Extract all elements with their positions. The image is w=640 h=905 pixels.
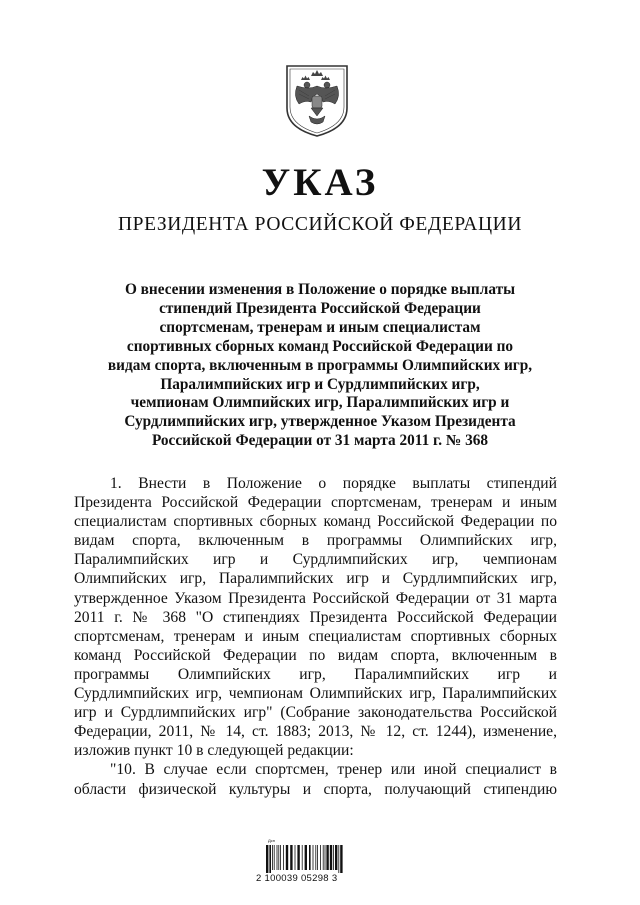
body-line: спортсменам, тренерам и иным специалистам спортивных сборных — [74, 627, 557, 645]
body-line: "10. В случае если спортсмен, тренер или иной специалист в — [110, 761, 557, 779]
heading-line: чемпионам Олимпийских игр, Паралимпийских игр и — [130, 394, 510, 412]
barcode-top-text: Дсп — [268, 838, 275, 843]
barcode-number: 2 100039 05298 3 — [256, 873, 338, 884]
body-line: специалистам спортивных сборных команд Российской Федерации по — [74, 513, 557, 531]
body-line: Паралимпийских игр и Сурдлимпийских игр, чемпионам — [74, 551, 557, 569]
body-line: области физической культуры и спорта, получающий стипендию — [74, 780, 557, 798]
heading-line: Российской Федерации от 31 марта 2011 г. № 368 — [151, 432, 489, 450]
heading-line: стипендий Президента Российской Федерации — [159, 299, 481, 317]
document-title: УКАЗ — [261, 161, 379, 204]
body-line: команд Российской Федерации по видам спорта, включенным в — [74, 646, 557, 664]
heading-line: спортивных сборных команд Российской Федерации по — [126, 337, 514, 355]
heading-line: видам спорта, включенным в программы Олимпийских игр, — [107, 356, 533, 374]
body-line: 2011 г. № 368 "О стипендиях Президента Российской Федерации — [74, 608, 557, 626]
heading-line: спортсменам, тренерам и иным специалистам — [159, 318, 481, 336]
body-line: видам спорта, включенным в программы Олимпийских игр, — [74, 532, 557, 550]
body-line: игр и Сурдлимпийских игр" (Собрание законодательства Российской — [74, 704, 557, 722]
body-line: Сурдлимпийских игр, чемпионам Олимпийских игр, Паралимпийских — [74, 685, 557, 703]
decree-heading — [76, 281, 564, 451]
state-emblem-icon — [279, 56, 355, 138]
document-subtitle: ПРЕЗИДЕНТА РОССИЙСКОЙ ФЕДЕРАЦИИ — [117, 214, 523, 235]
heading-line: О внесении изменения в Положение о порядке выплаты — [124, 281, 516, 298]
heading-line: Сурдлимпийских игр, утвержденное Указом Президента — [124, 413, 516, 431]
decree-body — [74, 474, 557, 799]
body-line: изложив пункт 10 в следующей редакции: — [74, 742, 354, 760]
body-line: 1. Внести в Положение о порядке выплаты стипендий — [110, 475, 557, 492]
body-line: утвержденное Указом Президента Российской Федерации от 31 марта — [74, 589, 557, 607]
heading-line: Паралимпийских игр и Сурдлимпийских игр, — [160, 375, 480, 393]
barcode — [256, 838, 352, 887]
barcode-bars — [256, 845, 352, 873]
body-line: Президента Российской Федерации спортсменам, тренерам и иным — [74, 494, 557, 512]
body-line: Федерации, 2011, № 14, ст. 1883; 2013, № 12, ст. 1244), изменение, — [74, 723, 557, 741]
body-line: Олимпийских игр, Паралимпийских игр и Сурдлимпийских игр, — [74, 570, 557, 588]
body-line: программы Олимпийских игр, Паралимпийских игр и — [74, 665, 557, 683]
